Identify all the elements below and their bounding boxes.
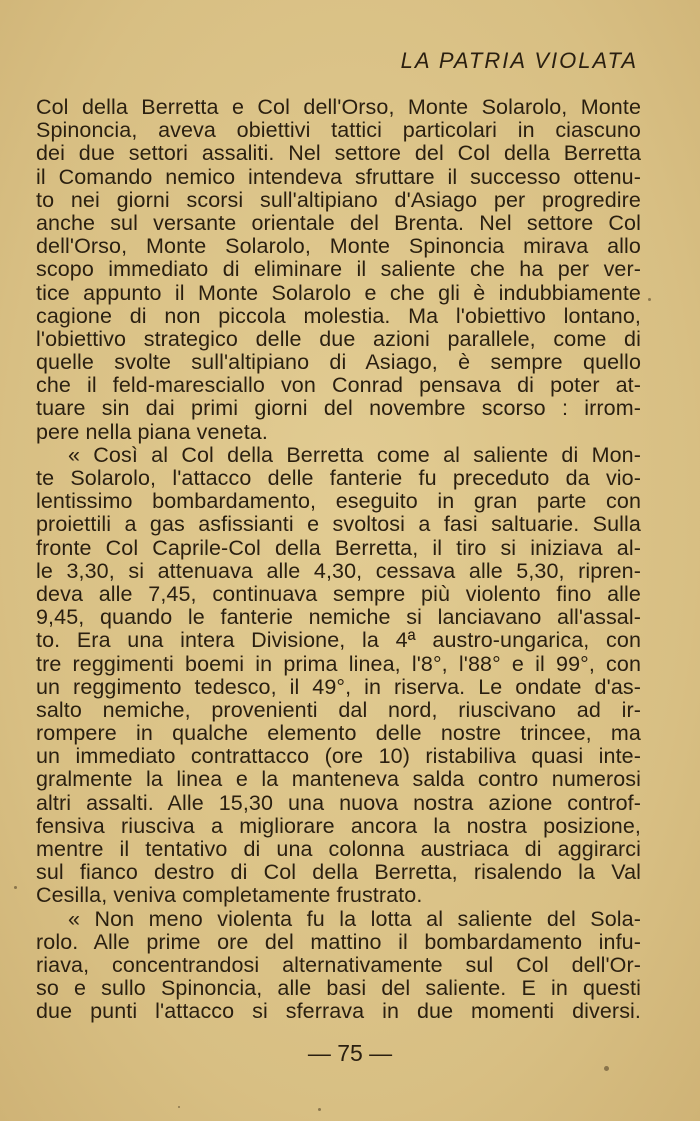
text-line: proiettili a gas asfissianti e svoltosi a fasi saltuarie. Sulla <box>36 512 641 537</box>
text-line: deva alle 7,45, continuava sempre più violento fino alle <box>36 581 641 606</box>
text-line: fronte Col Caprile-Col della Berretta, il tiro si iniziava al- <box>36 535 641 560</box>
text-line: salto nemiche, provenienti dal nord, riuscivano ad ir- <box>36 697 641 722</box>
text-line: altri assalti. Alle 15,30 una nuova nostra azione controf- <box>36 790 641 815</box>
paper-speck <box>648 298 651 301</box>
text-line: « Non meno violenta fu la lotta al saliente del Sola- <box>68 906 641 931</box>
text-line: Col della Berretta e Col dell'Orso, Monte Solarolo, Monte <box>36 95 641 119</box>
text-line: te Solarolo, l'attacco delle fanterie fu preceduto da vio- <box>36 466 641 490</box>
text-line: tice appunto il Monte Solarolo e che gli è indubbiamente <box>36 280 641 305</box>
running-title: LA PATRIA VIOLATA <box>400 48 638 73</box>
text-line: l'obiettivo strategico delle due azioni parallele, come di <box>36 326 641 351</box>
text-line: il Comando nemico intendeva sfruttare il successo ottenu- <box>36 164 641 189</box>
text-line: « Così al Col della Berretta come al saliente di Mon- <box>68 442 641 467</box>
text-line: to nei giorni scorsi sull'altipiano d'Asiago per progredire <box>36 187 641 212</box>
text-line: so e sullo Spinoncia, alle basi del saliente. E in questi <box>36 976 641 1001</box>
paper-speck <box>318 1108 321 1111</box>
body-text <box>36 96 641 1024</box>
text-line: lentissimo bombardamento, eseguito in gran parte con <box>36 489 641 514</box>
text-line: dei due settori assaliti. Nel settore del Col della Berretta <box>36 141 641 166</box>
text-line: anche sul versante orientale del Brenta. Nel settore Col <box>36 210 641 235</box>
text-line: pere nella piana veneta. <box>36 419 268 444</box>
paper-speck <box>178 1106 180 1108</box>
text-line: riava, concentrandosi alternativamente sul Col dell'Or- <box>36 952 641 977</box>
text-line: Spinoncia, aveva obiettivi tattici particolari in ciascuno <box>36 118 641 143</box>
text-line: che il feld-maresciallo von Conrad pensava di poter at- <box>36 373 641 398</box>
text-line: Cesilla, veniva completamente frustrato. <box>36 883 423 908</box>
text-line: rolo. Alle prime ore del mattino il bombardamento infu- <box>36 929 641 954</box>
text-line: gralmente la linea e la manteneva salda contro numerosi <box>36 767 641 792</box>
text-line: fensiva riusciva a migliorare ancora la nostra posizione, <box>36 813 641 838</box>
text-line: 9,45, quando le fanterie nemiche si lanciavano all'assal- <box>36 605 641 630</box>
text-line: mentre il tentativo di una colonna austriaca di aggirarci <box>36 837 641 861</box>
text-line: le 3,30, si attenuava alle 4,30, cessava alle 5,30, ripren- <box>36 558 641 583</box>
text-line: rompere in qualche elemento delle nostre trincee, ma <box>36 721 641 746</box>
text-line: scopo immediato di eliminare il saliente che ha per ver- <box>36 257 641 282</box>
text-line: tuare sin dai primi giorni del novembre scorso : irrom- <box>36 396 641 421</box>
text-line: sul fianco destro di Col della Berretta, risalendo la Val <box>36 860 641 885</box>
text-line: cagione di non piccola molestia. Ma l'obiettivo lontano, <box>36 303 641 328</box>
text-line: un immediato contrattacco (ore 10) ristabiliva quasi inte- <box>36 744 641 769</box>
text-line: un reggimento tedesco, il 49°, in riserva. Le ondate d'as- <box>36 674 641 699</box>
text-line: quelle svolte sull'altipiano di Asiago, è sempre quello <box>36 350 641 375</box>
paper-speck <box>604 1066 609 1071</box>
text-line: due punti l'attacco si sferrava in due momenti diversi. <box>36 999 641 1024</box>
text-line: dell'Orso, Monte Solarolo, Monte Spinoncia mirava allo <box>36 234 641 259</box>
paper-speck <box>14 886 17 889</box>
text-line: tre reggimenti boemi in prima linea, l'8°, l'88° e il 99°, con <box>36 651 641 676</box>
page-number: — 75 — <box>307 1040 393 1066</box>
text-line: to. Era una intera Divisione, la 4ª austro-ungarica, con <box>36 628 641 653</box>
